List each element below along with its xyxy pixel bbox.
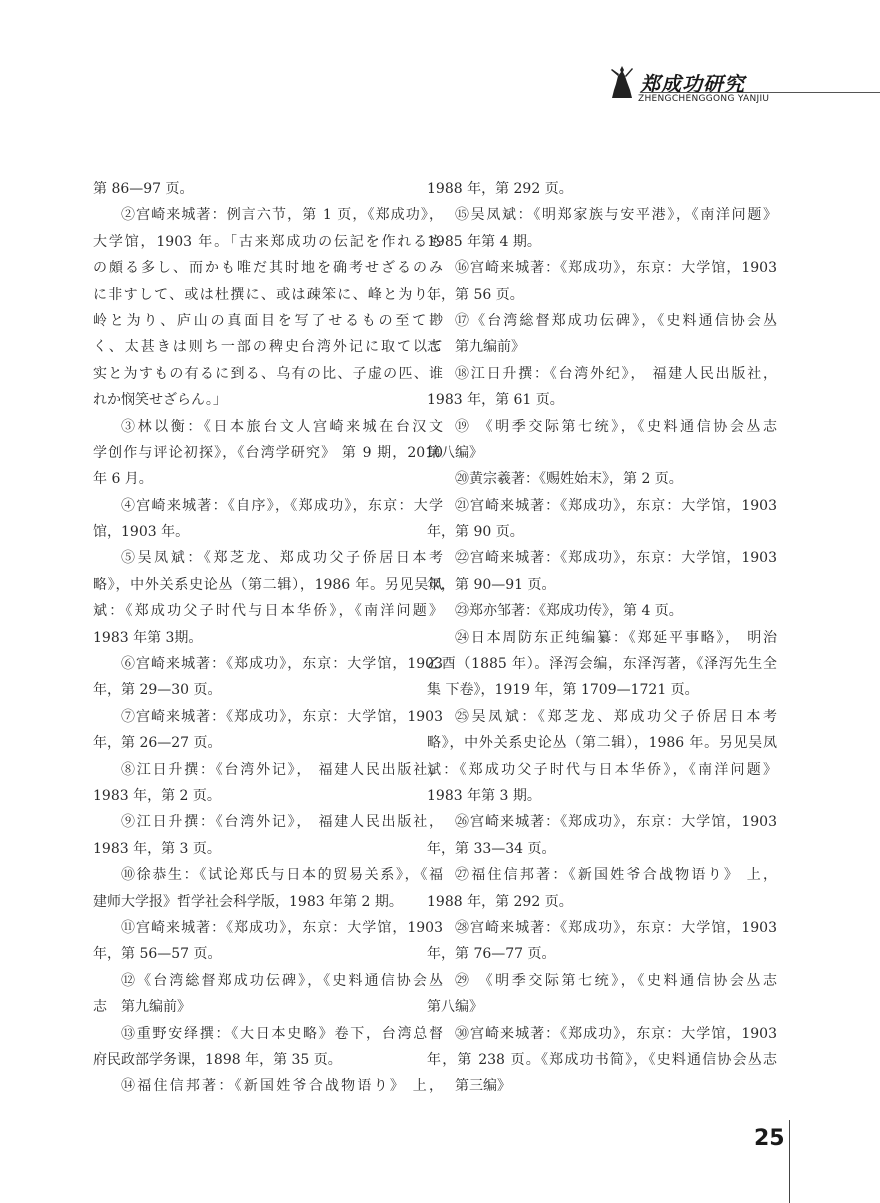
footnote-line: ⑤吴凤斌：《郑芝龙、郑成功父子侨居日本考: [121, 550, 443, 567]
footnote-line: ㉖宫崎来城著：《郑成功》，东京：大学馆，1903: [455, 814, 777, 831]
footnote-line: に非すして、或は杜撰に、或は疎笨に、峰と为り、: [93, 286, 443, 303]
footnote-line: 岭と为り、庐山の真面目を写了せるもの至て尠: [93, 312, 443, 329]
footnote-line: 建师大学报》哲学社会科学版，1983 年第 2 期。: [93, 893, 403, 910]
footnote-line: ②宫崎来城著：例言六节，第 1 页，《郑成功》，: [121, 207, 443, 224]
footnote-line: ⑪宫崎来城著：《郑成功》，东京：大学馆，1903: [121, 919, 443, 936]
journal-title: 郑成功研究: [640, 72, 745, 96]
page-footer: [740, 1120, 880, 1203]
footnote-line: 斌：《郑成功父子时代与日本华侨》，《南洋问题》: [93, 603, 443, 620]
footnote-line: ㉘宫崎来城著：《郑成功》，东京：大学馆，1903: [455, 919, 777, 936]
footnote-line: れか悯笑せざらん。」: [93, 392, 227, 409]
footnote-line: 年，第 90 页。: [427, 524, 524, 541]
footnote-line: ⑱江日升撰：《台湾外纪》， 福建人民出版社，: [455, 365, 777, 382]
footnote-line: 集 下卷》，1919 年，第 1709—1721 页。: [427, 682, 699, 699]
footnote-line: 1983 年，第 2 页。: [93, 787, 221, 804]
footnote-line: 年，第 238 页。《郑成功书简》，《史料通信协会丛志: [427, 1051, 777, 1068]
footnote-line: 1983 年，第 61 页。: [427, 392, 564, 409]
footnote-line: ③林以衡：《日本旅台文人宫崎来城在台汉文: [121, 418, 443, 435]
footnote-line: ⑫《台湾総督郑成功伝碑》，《史料通信协会丛: [121, 972, 443, 989]
footnote-line: 1983 年第 3期。: [93, 629, 203, 646]
footnote-line: ⑨江日升撰：《台湾外记》， 福建人民出版社，: [121, 814, 443, 831]
footnote-line: 第三编》: [455, 1078, 511, 1095]
footnote-line: 1985 年第 4 期。: [427, 233, 541, 250]
footnote-line: ⑦宫崎来城著：《郑成功》，东京：大学馆，1903: [121, 708, 443, 725]
footnote-line: 1988 年，第 292 页。: [427, 181, 573, 197]
footnote-line: 年，第 56—57 页。: [93, 946, 222, 963]
footnote-line: 年，第 90—91 页。: [427, 576, 556, 593]
header-rule: [640, 92, 880, 93]
footnote-line: ㉙ 《明季交际第七统》，《史料通信协会丛志: [455, 972, 777, 989]
footnote-line: 1988 年，第 292 页。: [427, 893, 573, 910]
footnote-line: 大学馆，1903 年。「古来郑成功の伝記を作れるも: [93, 233, 443, 250]
footnote-line: ⑳黄宗羲著：《赐姓始末》，第 2 页。: [455, 471, 683, 488]
journal-subtitle: ZHENGCHENGGONG YANJIU: [638, 94, 770, 104]
footnote-line: ㉔日本周防东正纯编纂：《郑延平事略》， 明治: [455, 629, 777, 646]
statue-icon: [608, 64, 636, 98]
page-number: 25: [754, 1126, 785, 1151]
footnote-line: ⑬重野安绎撰：《大日本史略》卷下，台湾总督: [121, 1025, 443, 1042]
footer-rule: [789, 1120, 790, 1203]
footnote-line: 年，第 33—34 页。: [427, 840, 556, 857]
footnote-line: 志 第九编前》: [427, 339, 525, 356]
page-header: [600, 56, 880, 106]
footnote-line: ㉓郑亦邹著：《郑成功传》，第 4 页。: [455, 603, 683, 620]
footnote-line: 第八编》: [427, 444, 483, 461]
footnotes-left-column: [93, 176, 443, 1100]
footnote-line: ㉕吴凤斌：《郑芝龙、郑成功父子侨居日本考: [455, 708, 777, 725]
footnote-line: ㉑宫崎来城著：《郑成功》，东京：大学馆，1903: [455, 497, 777, 514]
footnote-line: 府民政部学务课，1898 年，第 35 页。: [93, 1051, 342, 1068]
footnote-line: 年，第 76—77 页。: [427, 946, 556, 963]
footnote-line: 馆，1903 年。: [93, 524, 190, 541]
footnote-line: 年，第 26—27 页。: [93, 735, 222, 752]
footnote-line: ⑮吴凤斌：《明郑家族与安平港》，《南洋问题》: [455, 207, 777, 224]
footnote-line: ⑯宫崎来城著：《郑成功》，东京：大学馆，1903: [455, 260, 777, 277]
footnote-line: ㉗福住信邦著：《新国姓爷合战物语り》 上，: [455, 867, 777, 884]
footnote-line: ⑰《台湾総督郑成功伝碑》，《史料通信协会丛: [455, 312, 777, 329]
footnote-line: 年 6 月。: [93, 471, 153, 488]
footnote-line: 志 第九编前》: [93, 999, 191, 1016]
footnote-line: 略》，中外关系史论丛（第二辑），1986 年。另见吴凤: [93, 576, 443, 593]
footnote-line: ⑩徐恭生：《试论郑氏与日本的贸易关系》，《福: [121, 867, 443, 884]
footnote-line: 斌：《郑成功父子时代与日本华侨》，《南洋问题》: [427, 761, 777, 778]
footnote-line: 年，第 56 页。: [427, 286, 524, 303]
footnote-line: 略》，中外关系史论丛（第二辑），1986 年。另见吴凤: [427, 735, 777, 752]
footnote-line: 1983 年第 3 期。: [427, 787, 541, 804]
footnotes-right-column: [427, 176, 777, 1100]
footnote-line: く、太甚きは则ち一部の稗史台湾外记に取て以て: [93, 339, 443, 356]
footnote-line: 年，第 29—30 页。: [93, 682, 222, 699]
footnote-line: 第 86—97 页。: [93, 181, 194, 197]
footnote-line: 第八编》: [427, 999, 483, 1016]
footnote-line: ㉒宫崎来城著：《郑成功》，东京：大学馆，1903: [455, 550, 777, 567]
footnote-line: 1983 年，第 3 页。: [93, 840, 221, 857]
footnote-line: ⑥宫崎来城著：《郑成功》，东京：大学馆，1903: [121, 656, 443, 673]
footnote-line: ⑧江日升撰：《台湾外记》， 福建人民出版社，: [121, 761, 443, 778]
footnote-line: 实と为すもの有るに到る、乌有の比、子虚の匹、谁: [93, 365, 443, 382]
footnote-line: ④宫崎来城著：《自序》，《郑成功》，东京：大学: [121, 497, 443, 514]
footnote-line: ⑲ 《明季交际第七统》，《史料通信协会丛志: [455, 418, 777, 435]
footnote-line: ⑭福住信邦著：《新国姓爷合战物语り》 上，: [121, 1078, 443, 1095]
footnote-line: の頗る多し、而かも唯だ其时地を确考せざるのみ: [93, 260, 443, 277]
footnote-line: ㉚宫崎来城著：《郑成功》，东京：大学馆，1903: [455, 1025, 777, 1042]
footnote-line: 乙酉（1885 年）。泽泻会编，东泽泻著，《泽泻先生全: [427, 656, 777, 673]
footnote-line: 学创作与评论初探》，《台湾学研究》 第 9 期，2010: [93, 444, 443, 461]
